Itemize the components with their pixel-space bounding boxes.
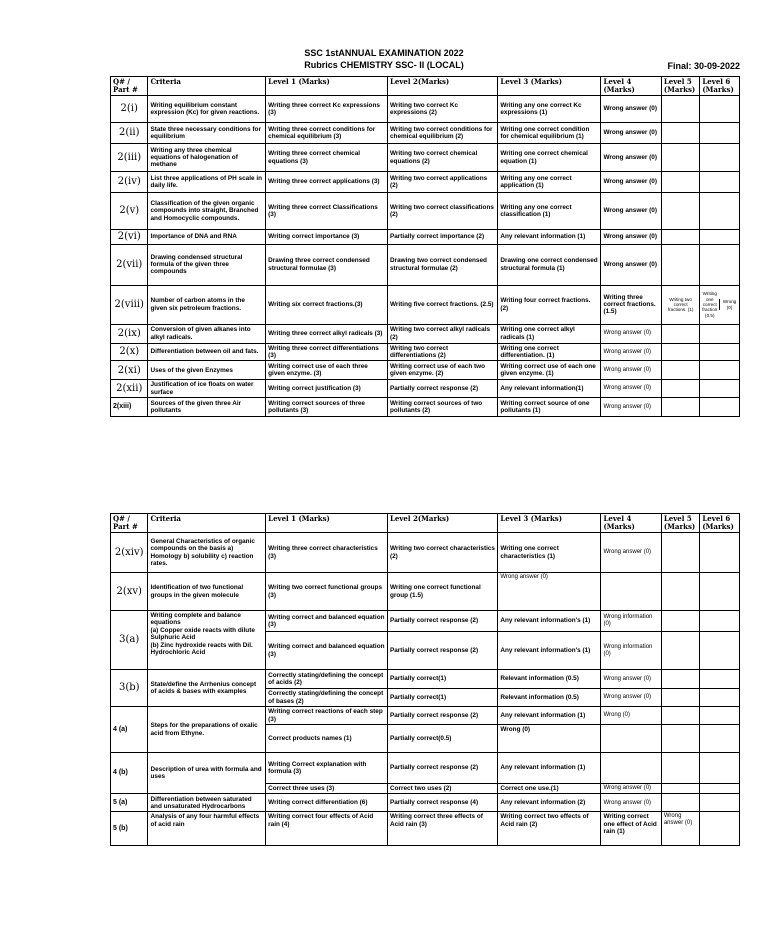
level2-cell: Writing two correct chemical equations (2) — [387, 144, 497, 172]
level2-cell: Partially correct response (2) — [387, 707, 497, 725]
level6-cell — [700, 172, 740, 193]
level5-cell — [661, 689, 700, 707]
level5-cell — [661, 361, 700, 380]
col-header: Level 2(Marks) — [387, 77, 497, 96]
level4-cell: Wrong answer (0) — [601, 144, 661, 172]
level6-cell — [700, 96, 740, 123]
level4-cell — [601, 753, 661, 784]
level4-cell: Wrong answer (0) — [601, 123, 661, 144]
question-number: 4 (a) — [111, 707, 148, 753]
col-header: Level 5 (Marks) — [661, 77, 700, 96]
level1-cell: Writing three correct Kc expressions (3) — [266, 96, 388, 123]
level5-cell — [661, 784, 700, 794]
level4-cell: Wrong (0) — [601, 707, 661, 725]
level6-cell — [700, 573, 740, 611]
rubrics-table-2 — [110, 513, 740, 846]
level2-cell: Writing two correct classifications (2) — [387, 193, 497, 230]
level3-cell: Writing correct two effects of Acid rain (2) — [498, 812, 601, 846]
level1-cell: Writing three correct chemical equations (3) — [266, 144, 388, 172]
level1-cell: Writing Correct explanation with formula (3) — [266, 753, 388, 784]
level1-cell: Correct products names (1) — [266, 725, 388, 753]
question-number: 5 (a) — [111, 794, 148, 812]
criteria-cell: State/define the Arrhenius concept of acids & bases with examples — [148, 670, 266, 707]
level1-cell: Writing correct reactions of each step (3) — [266, 707, 388, 725]
level6-cell — [700, 794, 740, 812]
question-number: 4 (b) — [111, 753, 148, 794]
level4-cell: Writing correct one effect of Acid rain (1) — [601, 812, 661, 846]
level5-cell — [661, 193, 700, 230]
level3-cell: Writing any one correct classification (1) — [498, 193, 601, 230]
level3-cell: Any relevant information's (1) — [498, 611, 601, 632]
level4-cell — [601, 573, 661, 611]
level6-cell — [700, 533, 740, 573]
question-number: 2(vi) — [111, 230, 148, 245]
criteria-cell: Differentiation between oil and fats. — [148, 343, 266, 361]
question-number: 2(x) — [111, 343, 148, 361]
col-header: Level 4 (Marks) — [601, 77, 661, 96]
level5-cell — [661, 611, 700, 632]
level3-cell: Any relevant information (1) — [498, 230, 601, 245]
question-number: 3(b) — [111, 670, 148, 707]
level2-cell: Partially correct(0.5) — [387, 725, 497, 753]
col-header: Level 6 (Marks) — [700, 77, 740, 96]
question-number: 2(iv) — [111, 172, 148, 193]
level3-cell: Writing any one correct Kc expressions (1) — [498, 96, 601, 123]
question-number: 2(xi) — [111, 361, 148, 380]
table-row — [111, 380, 740, 398]
criteria-cell: Conversion of given alkanes into alkyl radicals. — [148, 324, 266, 343]
level3-cell: Writing one correct differentiation. (1) — [498, 343, 601, 361]
level1-cell: Writing correct and balanced equation (3) — [266, 611, 388, 632]
table-row — [111, 573, 740, 611]
criteria-cell: Importance of DNA and RNA — [148, 230, 266, 245]
level2-cell: Writing two correct alkyl radicals (2) — [387, 324, 497, 343]
level2-cell: Writing two correct differentiations (2) — [387, 343, 497, 361]
level1-cell: Writing correct sources of three pollutants (3) — [266, 398, 388, 417]
level1-cell: Writing three correct characteristics (3) — [266, 533, 388, 573]
table-row — [111, 794, 740, 812]
level5-cell — [661, 670, 700, 689]
level1-cell: Writing three correct differentiations (3) — [266, 343, 388, 361]
col-header: Criteria — [148, 77, 266, 96]
level3-cell: Drawing one correct condensed structural formula (1) — [498, 244, 601, 285]
question-number: 2(v) — [111, 193, 148, 230]
level2-cell: Partially correct response (4) — [387, 794, 497, 812]
level1-cell: Writing three correct conditions for chemical equilibrium (3) — [266, 123, 388, 144]
level1-cell: Writing three correct alkyl radicals (3) — [266, 324, 388, 343]
col-header: Level 3 (Marks) — [498, 77, 601, 96]
question-number: 2(iii) — [111, 144, 148, 172]
level3-cell: Writing one correct alkyl radicals (1) — [498, 324, 601, 343]
level1-cell: Correctly stating/defining the concept of bases (2) — [266, 689, 388, 707]
col-header: Level 2(Marks) — [387, 514, 497, 533]
level3-cell: Correct one use.(1) — [498, 784, 601, 794]
level3-cell: Writing four correct fractions. (2) — [498, 285, 601, 324]
level2-cell: Writing two correct Kc expressions (2) — [387, 96, 497, 123]
table-row — [111, 670, 740, 689]
level5-cell — [661, 725, 700, 753]
question-number: 5 (b) — [111, 812, 148, 846]
level4-cell: Wrong answer (0) — [601, 96, 661, 123]
criteria-cell: Description of urea with formula and uses — [148, 753, 266, 794]
criteria-cell: Writing any three chemical equations of halogenation of methane — [148, 144, 266, 172]
criteria-cell: Analysis of any four harmful effects of acid rain — [148, 812, 266, 846]
table-row — [111, 324, 740, 343]
level6-cell — [700, 244, 740, 285]
col-header: Level 1 (Marks) — [266, 514, 388, 533]
table-row — [111, 533, 740, 573]
level5-cell — [661, 380, 700, 398]
question-number: 2(xii) — [111, 380, 148, 398]
table-row — [111, 285, 740, 324]
table-row — [111, 144, 740, 172]
level2-cell: Writing five correct fractions. (2.5) — [387, 285, 497, 324]
level1-cell: Drawing three correct condensed structural formulae (3) — [266, 244, 388, 285]
level2-cell: Partially correct response (2) — [387, 611, 497, 632]
level6-cell — [700, 670, 740, 689]
criteria-cell: Writing equilibrium constant expression (Kc) for given reactions. — [148, 96, 266, 123]
level5-cell — [661, 123, 700, 144]
level2-cell: Partially correct(1) — [387, 689, 497, 707]
level2-cell: Writing correct three effects of Acid rain (3) — [387, 812, 497, 846]
level5-cell — [661, 753, 700, 784]
level4-cell: Wrong answer (0) — [601, 794, 661, 812]
level3-cell: Any relevant information's (1) — [498, 632, 601, 670]
level5-cell — [661, 533, 700, 573]
level3-cell: Writing correct source of one pollutants (1) — [498, 398, 601, 417]
level6-cell — [700, 343, 740, 361]
col-header: Q# / Part # — [111, 514, 148, 533]
col-header: Q# / Part # — [111, 77, 148, 96]
level3-cell: Writing one correct condition for chemical equilibrium (1) — [498, 123, 601, 144]
question-number: 2(viii) — [111, 285, 148, 324]
level1-cell: Correct three uses (3) — [266, 784, 388, 794]
level4-cell: Wrong answer (0) — [601, 172, 661, 193]
level5-cell — [661, 343, 700, 361]
col-header: Level 3 (Marks) — [498, 514, 601, 533]
table-row — [111, 398, 740, 417]
level5-cell — [661, 244, 700, 285]
level4-cell: Wrong answer (0) — [601, 361, 661, 380]
level3-cell: Any relevant information (2) — [498, 794, 601, 812]
level6-cell — [700, 753, 740, 784]
level4-cell: Wrong answer (0) — [601, 784, 661, 794]
level3-cell: Writing any one correct application (1) — [498, 172, 601, 193]
level3-cell: Any relevant information(1) — [498, 380, 601, 398]
rubrics-table-1 — [110, 76, 740, 417]
col-header: Level 1 (Marks) — [266, 77, 388, 96]
level3-cell: Relevant information (0.5) — [498, 670, 601, 689]
level1-cell: Writing correct justification (3) — [266, 380, 388, 398]
level5-cell — [661, 96, 700, 123]
table-row — [111, 361, 740, 380]
level1-cell: Writing correct differentiation (6) — [266, 794, 388, 812]
level4-cell: Wrong answer (0) — [601, 380, 661, 398]
level5-cell — [661, 632, 700, 670]
level4-cell: Wrong answer (0) — [601, 689, 661, 707]
question-number: 2(xv) — [111, 573, 148, 611]
level4-cell: Wrong answer (0) — [601, 343, 661, 361]
level6-cell — [700, 689, 740, 707]
criteria-cell: Uses of the given Enzymes — [148, 361, 266, 380]
question-number: 2(vii) — [111, 244, 148, 285]
col-header: Level 4 (Marks) — [601, 514, 661, 533]
level3-cell: Wrong answer (0) — [498, 573, 601, 611]
question-number: 2(i) — [111, 96, 148, 123]
level1-cell: Writing correct four effects of Acid rain (4) — [266, 812, 388, 846]
level5-cell — [661, 794, 700, 812]
level1-cell: Writing two correct functional groups (3) — [266, 573, 388, 611]
criteria-cell: State three necessary conditions for equilibrium — [148, 123, 266, 144]
level6-cell — [700, 380, 740, 398]
level4-cell: Wrong information (0) — [601, 611, 661, 632]
level2-cell: Partially correct response (2) — [387, 632, 497, 670]
question-number: 2(xiv) — [111, 533, 148, 573]
level3-cell: Writing one correct chemical equation (1) — [498, 144, 601, 172]
question-number: 3(a) — [111, 611, 148, 670]
criteria-cell: Steps for the preparations of oxalic acid from Ethyne. — [148, 707, 266, 753]
criteria-cell: Writing complete and balance equations (a) Copper oxide reacts with dilute Sulphuric Acid (b) Zinc hydroxide reacts with Dil. Hydrochloric Acid — [148, 611, 266, 670]
level3-cell: Any relevant information (1) — [498, 707, 601, 725]
level6-cell — [700, 632, 740, 670]
level2-cell: Writing correct use of each two given enzyme. (2) — [387, 361, 497, 380]
level4-cell: Wrong answer (0) — [601, 670, 661, 689]
level1-cell: Writing correct use of each three given enzyme. (3) — [266, 361, 388, 380]
level5-cell — [661, 707, 700, 725]
criteria-cell: Differentiation between saturated and unsaturated Hydrocarbons — [148, 794, 266, 812]
level6-cell — [700, 144, 740, 172]
level6-cell — [700, 707, 740, 725]
level3-cell: Any relevant information (1) — [498, 753, 601, 784]
criteria-cell: Sources of the given three Air pollutants — [148, 398, 266, 417]
table-row — [111, 812, 740, 846]
level1-cell: Writing correct importance (3) — [266, 230, 388, 245]
question-number: 2(ii) — [111, 123, 148, 144]
level2-cell: Writing two correct applications (2) — [387, 172, 497, 193]
table-row — [111, 193, 740, 230]
level6-cell — [700, 812, 740, 846]
level6-cell — [700, 285, 740, 324]
level6-cell — [700, 123, 740, 144]
level2-cell: Partially correct importance (2) — [387, 230, 497, 245]
level4-cell: Wrong answer (0) — [601, 398, 661, 417]
criteria-cell: Justification of ice floats on water surface — [148, 380, 266, 398]
level3-cell: Relevant information (0.5) — [498, 689, 601, 707]
table-row — [111, 707, 740, 725]
exam-title: SSC 1stANNUAL EXAMINATION 2022 — [304, 48, 464, 58]
criteria-cell: General Characteristics of organic compounds on the basis a) Homology b) solubility c) reaction rates. — [148, 533, 266, 573]
level5-cell — [661, 230, 700, 245]
level2-cell: Partially correct response (2) — [387, 380, 497, 398]
level7-text: Wrong (0) — [719, 299, 739, 310]
level2-cell: Writing one correct functional group (1.5) — [387, 573, 497, 611]
level4-cell — [601, 725, 661, 753]
level6-cell — [700, 361, 740, 380]
level4-cell: Writing three correct fractions.(1.5) — [601, 285, 661, 324]
level3-cell: Writing one correct characteristics (1) — [498, 533, 601, 573]
level6-cell — [700, 611, 740, 632]
level2-cell: Writing correct sources of two pollutants (2) — [387, 398, 497, 417]
level5-cell: Writing two correct fractions. (1) — [661, 285, 700, 324]
table-row — [111, 343, 740, 361]
table-row — [111, 230, 740, 245]
level3-cell: Writing correct use of each one given enzyme. (1) — [498, 361, 601, 380]
level4-cell: Wrong answer (0) — [601, 533, 661, 573]
level5-cell — [661, 144, 700, 172]
criteria-cell: List three applications of PH scale in daily life. — [148, 172, 266, 193]
level4-cell: Wrong answer (0) — [601, 324, 661, 343]
level1-cell: Writing three correct applications (3) — [266, 172, 388, 193]
level1-cell: Correctly stating/defining the concept of acids (2) — [266, 670, 388, 689]
level6-cell — [700, 193, 740, 230]
level5-cell: Wrong answer (0) — [661, 812, 700, 846]
col-header: Level 6 (Marks) — [700, 514, 740, 533]
level6-text: Writing one correct fraction (0.5) — [702, 291, 718, 318]
level3-cell: Wrong (0) — [498, 725, 601, 753]
col-header: Level 5 (Marks) — [661, 514, 700, 533]
table-row — [111, 753, 740, 784]
level5-cell — [661, 172, 700, 193]
level1-cell: Writing correct and balanced equation (3) — [266, 632, 388, 670]
criteria-cell: Classification of the given organic compounds into straight, Branched and Homocyclic compounds. — [148, 193, 266, 230]
criteria-cell: Number of carbon atoms in the given six petroleum fractions. — [148, 285, 266, 324]
level2-cell: Partially correct response (2) — [387, 753, 497, 784]
table-row — [111, 123, 740, 144]
level4-cell: Wrong information (0) — [601, 632, 661, 670]
level4-cell: Wrong answer (0) — [601, 193, 661, 230]
question-number: 2(xiii) — [111, 398, 148, 417]
table-header-row — [111, 514, 740, 533]
level5-cell — [661, 398, 700, 417]
level6-cell — [700, 725, 740, 753]
table-row — [111, 611, 740, 632]
level6-cell — [700, 784, 740, 794]
criteria-cell: Identification of two functional groups in the given molecule — [148, 573, 266, 611]
level4-cell: Wrong answer (0) — [601, 230, 661, 245]
col-header: Criteria — [148, 514, 266, 533]
level6-cell — [700, 324, 740, 343]
criteria-cell: Drawing condensed structural formula of the given three compounds — [148, 244, 266, 285]
level4-cell: Wrong answer (0) — [601, 244, 661, 285]
level5-cell — [661, 324, 700, 343]
rubrics-subtitle: Rubrics CHEMISTRY SSC- II (LOCAL) — [304, 60, 464, 70]
level5-cell — [661, 573, 700, 611]
level2-cell: Writing two correct characteristics (2) — [387, 533, 497, 573]
level2-cell: Correct two uses (2) — [387, 784, 497, 794]
final-date: Final: 30-09-2022 — [667, 61, 740, 71]
level2-cell: Drawing two correct condensed structural formulae (2) — [387, 244, 497, 285]
question-number: 2(ix) — [111, 324, 148, 343]
table-row — [111, 244, 740, 285]
level1-cell: Writing three correct Classifications (3) — [266, 193, 388, 230]
level6-cell — [700, 230, 740, 245]
level1-cell: Writing six correct fractions.(3) — [266, 285, 388, 324]
table-row — [111, 96, 740, 123]
level2-cell: Writing two correct conditions for chemical equilibrium (2) — [387, 123, 497, 144]
level2-cell: Partially correct(1) — [387, 670, 497, 689]
level6-cell — [700, 398, 740, 417]
table-row — [111, 172, 740, 193]
table-header-row — [111, 77, 740, 96]
